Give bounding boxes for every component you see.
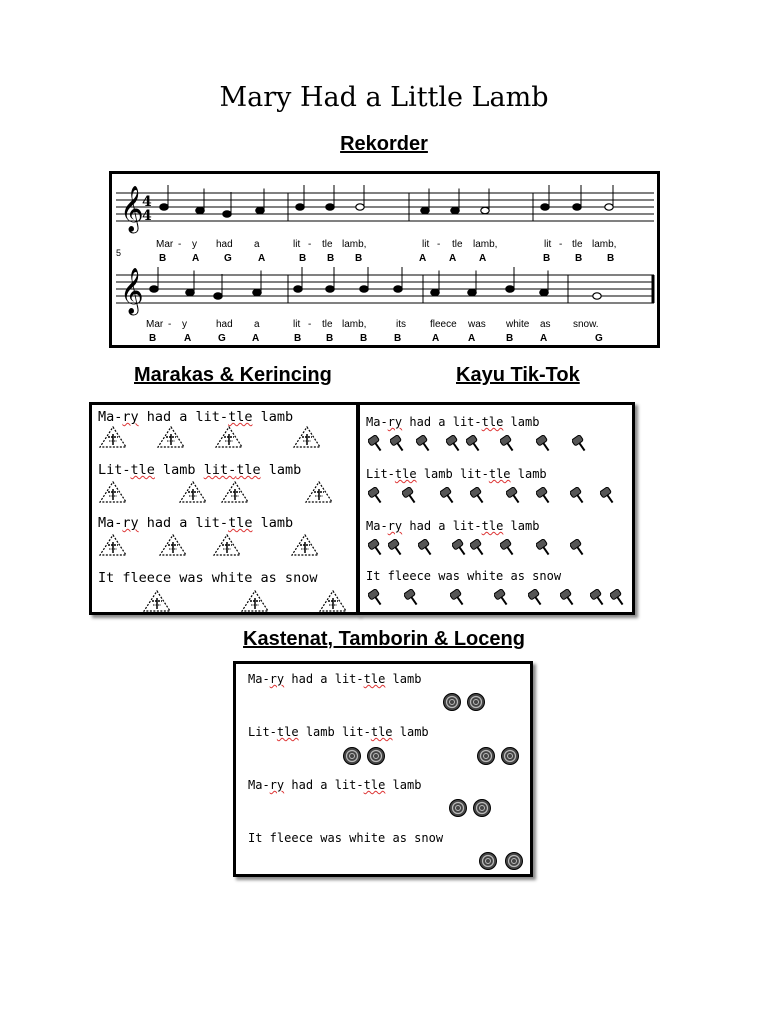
note-letter: A bbox=[468, 333, 476, 344]
wood-block-mallet-icon bbox=[418, 539, 434, 557]
lyric-syllable: lamb, bbox=[342, 319, 367, 330]
wood-block-mallet-icon bbox=[466, 435, 482, 453]
note-letter: B bbox=[543, 253, 551, 264]
castanet-disc-icon bbox=[478, 851, 498, 871]
lyric-part: had a lit- bbox=[284, 778, 364, 792]
wood-block-mallet-icon bbox=[368, 487, 384, 505]
note-letter: A bbox=[540, 333, 548, 344]
note-head bbox=[253, 289, 261, 295]
lyric-syllable: lamb, bbox=[342, 239, 367, 250]
castanet-disc-icon bbox=[500, 746, 520, 766]
lyric-part: tle bbox=[481, 415, 504, 429]
wood-block-mallet-icon bbox=[570, 539, 586, 557]
note-letter: G bbox=[224, 253, 232, 264]
shaker-triangle-icon bbox=[98, 480, 128, 504]
kayu-box bbox=[357, 402, 635, 615]
note-letter: B bbox=[394, 333, 402, 344]
kastenat-lyric-line bbox=[248, 725, 429, 739]
lyric-part: tle bbox=[236, 462, 261, 478]
shaker-triangle-icon bbox=[156, 425, 186, 449]
lyric-part: lamb bbox=[503, 519, 540, 533]
lyric-syllable: a bbox=[254, 239, 260, 250]
marakas-lyric-line bbox=[98, 570, 317, 586]
lyric-syllable: fleece bbox=[430, 319, 457, 330]
note-letter: B bbox=[607, 253, 615, 264]
kayu-heading: Kayu Tik-Tok bbox=[456, 364, 580, 386]
shaker-triangle-icon bbox=[98, 425, 128, 449]
lyric-part: tle bbox=[370, 725, 393, 739]
lyric-syllable: was bbox=[468, 319, 486, 330]
shaker-triangle-icon bbox=[290, 533, 320, 557]
lyric-syllable: tle bbox=[322, 319, 333, 330]
note-letter: B bbox=[294, 333, 302, 344]
lyric-part: ry bbox=[387, 519, 403, 533]
note-letter: A bbox=[258, 253, 266, 264]
note-head bbox=[541, 204, 549, 210]
wood-block-mallet-icon bbox=[528, 589, 544, 607]
lyric-syllable: lamb, bbox=[592, 239, 617, 250]
lyric-syllable: - bbox=[308, 239, 312, 250]
note-head bbox=[186, 289, 194, 295]
measure-number: 5 bbox=[116, 248, 122, 258]
lyric-part: tle bbox=[276, 725, 299, 739]
wood-block-mallet-icon bbox=[404, 589, 420, 607]
wood-block-mallet-icon bbox=[536, 539, 552, 557]
castanet-disc-icon bbox=[442, 692, 462, 712]
lyric-part: It fleece was white as snow bbox=[248, 831, 444, 845]
lyric-syllable: white bbox=[506, 319, 530, 330]
note-letter: B bbox=[506, 333, 514, 344]
lyric-part: had a lit- bbox=[138, 409, 229, 425]
wood-block-mallet-icon bbox=[560, 589, 576, 607]
shaker-triangle-icon bbox=[214, 425, 244, 449]
lyric-part: tle bbox=[228, 409, 253, 425]
note-head bbox=[451, 207, 459, 213]
lyric-part: Lit- bbox=[98, 462, 131, 478]
lyric-part: lamb bbox=[154, 462, 204, 478]
lyric-part: tle bbox=[363, 672, 386, 686]
note-letter: B bbox=[149, 333, 157, 344]
castanet-disc-icon bbox=[448, 798, 468, 818]
lyric-syllable: - bbox=[308, 319, 312, 330]
wood-block-mallet-icon bbox=[368, 435, 384, 453]
wood-block-mallet-icon bbox=[600, 487, 616, 505]
kastenat-heading: Kastenat, Tamborin & Loceng bbox=[243, 628, 525, 650]
note-head bbox=[150, 286, 158, 292]
note-letter: B bbox=[355, 253, 363, 264]
lyric-syllable: y bbox=[182, 319, 187, 330]
lyric-part: lamb lit- bbox=[298, 725, 371, 739]
note-head bbox=[573, 204, 581, 210]
lyric-part: lamb bbox=[385, 672, 422, 686]
lyric-part: tle bbox=[363, 778, 386, 792]
note-letter: A bbox=[432, 333, 440, 344]
note-letter: A bbox=[479, 253, 487, 264]
lyric-syllable: had bbox=[216, 239, 233, 250]
note-head bbox=[356, 204, 364, 210]
note-letter: A bbox=[192, 253, 200, 264]
note-head bbox=[468, 289, 476, 295]
wood-block-mallet-icon bbox=[536, 435, 552, 453]
document-title: Mary Had a Little Lamb bbox=[219, 82, 549, 113]
note-head bbox=[160, 204, 168, 210]
note-letter: B bbox=[360, 333, 368, 344]
lyric-part: lamb bbox=[252, 515, 294, 531]
castanet-disc-icon bbox=[466, 692, 486, 712]
wood-block-mallet-icon bbox=[470, 539, 486, 557]
shaker-triangle-icon bbox=[178, 480, 208, 504]
marakas-lyric-line bbox=[98, 409, 293, 425]
lyric-part: had a lit- bbox=[284, 672, 364, 686]
note-head bbox=[540, 289, 548, 295]
wood-block-mallet-icon bbox=[506, 487, 522, 505]
lyric-part: tle bbox=[228, 515, 253, 531]
wood-block-mallet-icon bbox=[500, 539, 516, 557]
note-letter: G bbox=[595, 333, 603, 344]
wood-block-mallet-icon bbox=[590, 589, 606, 607]
note-letter: B bbox=[159, 253, 167, 264]
lyric-part: Lit- bbox=[366, 467, 395, 481]
lyric-syllable: a bbox=[254, 319, 260, 330]
note-letter: B bbox=[327, 253, 335, 264]
lyric-part: had a lit- bbox=[402, 415, 482, 429]
lyric-part: lamb bbox=[260, 462, 302, 478]
lyric-part: ry bbox=[122, 409, 139, 425]
note-head bbox=[214, 293, 222, 299]
lyric-syllable: had bbox=[216, 319, 233, 330]
note-head bbox=[326, 204, 334, 210]
lyric-part: Ma- bbox=[366, 415, 388, 429]
wood-block-mallet-icon bbox=[536, 487, 552, 505]
music-score bbox=[109, 171, 660, 348]
note-head bbox=[326, 286, 334, 292]
shaker-triangle-icon bbox=[304, 480, 334, 504]
note-head bbox=[506, 286, 514, 292]
wood-block-mallet-icon bbox=[446, 435, 462, 453]
lyric-part: lamb bbox=[252, 409, 294, 425]
lyric-part: Lit- bbox=[248, 725, 277, 739]
lyric-part: tle bbox=[394, 467, 417, 481]
lyric-syllable: as bbox=[540, 319, 551, 330]
castanet-disc-icon bbox=[504, 851, 524, 871]
lyric-syllable: tle bbox=[322, 239, 333, 250]
lyric-part: had a lit- bbox=[138, 515, 229, 531]
shaker-triangle-icon bbox=[292, 425, 322, 449]
marakas-box bbox=[89, 402, 359, 615]
lyric-part: ry bbox=[269, 778, 285, 792]
lyric-part: lamb bbox=[503, 415, 540, 429]
wood-block-mallet-icon bbox=[572, 435, 588, 453]
lyric-part: ry bbox=[269, 672, 285, 686]
kayu-lyric-line bbox=[366, 415, 539, 429]
note-letter: G bbox=[218, 333, 226, 344]
note-head bbox=[593, 293, 601, 299]
note-letter: A bbox=[449, 253, 457, 264]
wood-block-mallet-icon bbox=[416, 435, 432, 453]
note-head bbox=[605, 204, 613, 210]
castanet-disc-icon bbox=[366, 746, 386, 766]
lyric-syllable: lit bbox=[544, 239, 552, 250]
lyric-syllable: y bbox=[192, 239, 197, 250]
note-head bbox=[223, 211, 231, 217]
lyric-syllable: Mar bbox=[156, 239, 174, 250]
shaker-triangle-icon bbox=[318, 589, 348, 613]
wood-block-mallet-icon bbox=[500, 435, 516, 453]
kastenat-lyric-line bbox=[248, 778, 421, 792]
time-signature-bottom: 4 bbox=[142, 208, 152, 224]
shaker-triangle-icon bbox=[212, 533, 242, 557]
kayu-lyric-line bbox=[366, 519, 539, 533]
wood-block-mallet-icon bbox=[368, 589, 384, 607]
lyric-part: Ma- bbox=[248, 672, 270, 686]
note-head bbox=[394, 286, 402, 292]
lyric-part: lamb bbox=[392, 725, 429, 739]
shaker-triangle-icon bbox=[98, 533, 128, 557]
lyric-syllable: Mar bbox=[146, 319, 164, 330]
staff-notation bbox=[112, 174, 657, 345]
lyric-syllable: lamb, bbox=[473, 239, 498, 250]
note-head bbox=[421, 207, 429, 213]
lyric-part: ry bbox=[387, 415, 403, 429]
lyric-part: It fleece was white as snow bbox=[366, 569, 562, 583]
lyric-part: tle bbox=[488, 467, 511, 481]
lyric-syllable: tle bbox=[452, 239, 463, 250]
note-letter: B bbox=[575, 253, 583, 264]
note-letter: B bbox=[326, 333, 334, 344]
kastenat-lyric-line bbox=[248, 672, 421, 686]
note-letter: A bbox=[419, 253, 427, 264]
lyric-part: had a lit- bbox=[402, 519, 482, 533]
kastenat-lyric-line bbox=[248, 831, 443, 845]
lyric-syllable: lit bbox=[293, 319, 301, 330]
lyric-part: Ma- bbox=[248, 778, 270, 792]
note-letter: A bbox=[252, 333, 260, 344]
wood-block-mallet-icon bbox=[402, 487, 418, 505]
note-head bbox=[481, 207, 489, 213]
lyric-syllable: tle bbox=[572, 239, 583, 250]
lyric-part: lamb lit- bbox=[416, 467, 489, 481]
marakas-heading: Marakas & Kerincing bbox=[134, 364, 332, 386]
kastenat-box bbox=[233, 661, 533, 877]
castanet-disc-icon bbox=[472, 798, 492, 818]
lyric-syllable: - bbox=[437, 239, 441, 250]
note-head bbox=[360, 286, 368, 292]
kayu-lyric-line bbox=[366, 467, 547, 481]
lyric-part: tle bbox=[481, 519, 504, 533]
marakas-lyric-line bbox=[98, 462, 301, 478]
note-letter: B bbox=[299, 253, 307, 264]
lyric-syllable: - bbox=[559, 239, 563, 250]
wood-block-mallet-icon bbox=[470, 487, 486, 505]
lyric-part: It fleece was white as snow bbox=[98, 570, 318, 586]
marakas-lyric-line bbox=[98, 515, 293, 531]
wood-block-mallet-icon bbox=[390, 435, 406, 453]
lyric-syllable: snow. bbox=[573, 319, 599, 330]
note-letter: A bbox=[184, 333, 192, 344]
wood-block-mallet-icon bbox=[450, 589, 466, 607]
wood-block-mallet-icon bbox=[388, 539, 404, 557]
lyric-syllable: lit bbox=[422, 239, 430, 250]
lyric-syllable: its bbox=[396, 319, 406, 330]
lyric-part: tle bbox=[130, 462, 155, 478]
wood-block-mallet-icon bbox=[494, 589, 510, 607]
castanet-disc-icon bbox=[342, 746, 362, 766]
wood-block-mallet-icon bbox=[368, 539, 384, 557]
wood-block-mallet-icon bbox=[610, 589, 626, 607]
lyric-part: ry bbox=[122, 515, 139, 531]
time-signature-top: 4 bbox=[142, 194, 152, 210]
note-head bbox=[256, 207, 264, 213]
lyric-part: Ma- bbox=[98, 409, 123, 425]
lyric-part: lamb bbox=[385, 778, 422, 792]
kayu-lyric-line bbox=[366, 569, 561, 583]
note-head bbox=[294, 286, 302, 292]
note-head bbox=[431, 289, 439, 295]
lyric-syllable: - bbox=[168, 319, 172, 330]
lyric-syllable: lit bbox=[293, 239, 301, 250]
rekorder-heading: Rekorder bbox=[340, 133, 428, 155]
note-head bbox=[296, 204, 304, 210]
wood-block-mallet-icon bbox=[440, 487, 456, 505]
castanet-disc-icon bbox=[476, 746, 496, 766]
shaker-triangle-icon bbox=[220, 480, 250, 504]
wood-block-mallet-icon bbox=[452, 539, 468, 557]
lyric-syllable: - bbox=[178, 239, 182, 250]
shaker-triangle-icon bbox=[240, 589, 270, 613]
lyric-part: lamb bbox=[510, 467, 547, 481]
treble-clef-icon: 𝄞 bbox=[120, 268, 144, 314]
note-head bbox=[196, 207, 204, 213]
shaker-triangle-icon bbox=[142, 589, 172, 613]
lyric-part: lit- bbox=[203, 462, 237, 478]
treble-clef-icon: 𝄞 bbox=[120, 186, 144, 232]
wood-block-mallet-icon bbox=[570, 487, 586, 505]
shaker-triangle-icon bbox=[158, 533, 188, 557]
lyric-part: Ma- bbox=[98, 515, 123, 531]
lyric-part: Ma- bbox=[366, 519, 388, 533]
